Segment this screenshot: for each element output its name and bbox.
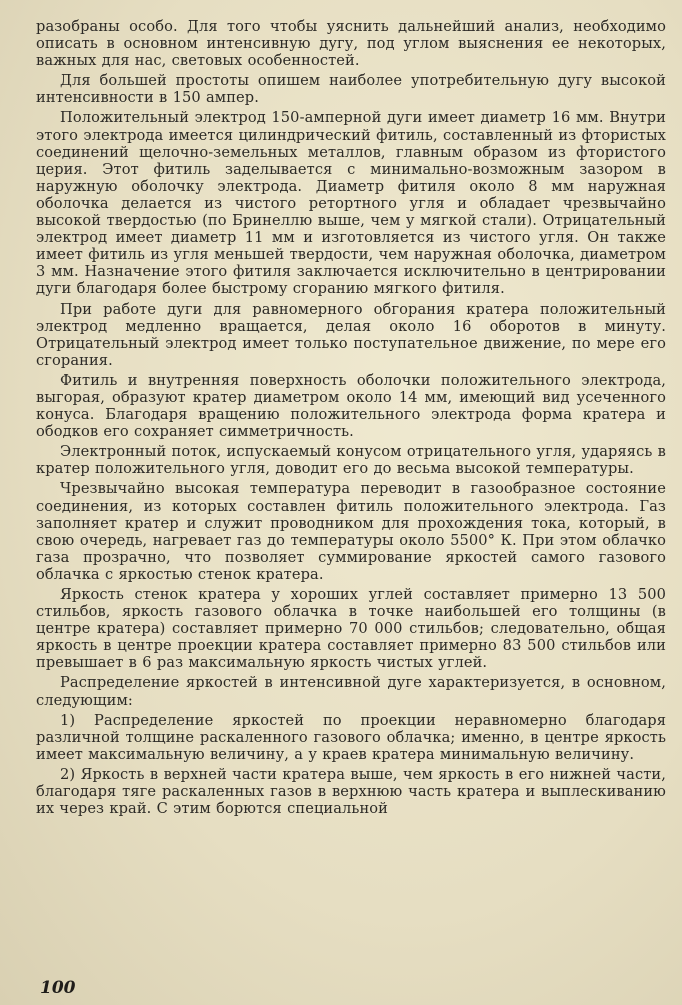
paragraph-temperature: Чрезвычайно высокая температура переводит в газообразное состояние соединения, из которых составлен фитиль положительного электрода. Газ заполняет кратер и служит проводником для прохождения тока, который, в свою очередь, нагревает газ до температуры около 5500° К. При этом облачко газа прозрачно, что позволяет суммирование яркостей самого газового облачка с яркостью стенок кратера. — [36, 480, 666, 583]
page-number: 100 — [40, 978, 76, 998]
paragraph-point-2: 2) Яркость в верхней части кратера выше, чем яркость в его нижней части, благодаря тяге раскаленных газов в верхнюю часть кратера и выплескиванию их через край. С этим борются специальной — [36, 765, 666, 818]
paragraph-electron-flow: Электронный поток, испускаемый конусом отрицательного угля, ударяясь в кратер положительного угля, доводит его до весьма высокой температуры. — [36, 443, 666, 478]
paragraph-crater: Фитиль и внутренняя поверхность оболочки положительного электрода, выгорая, образуют кратер диаметром около 14 мм, имеющий вид усеченного конуса. Благодаря вращению положительного электрода форма кратера и ободков его сохраняет симметричность. — [36, 371, 666, 441]
paragraph-point-1: 1) Распределение яркостей по проекции неравномерно благодаря различной толщине раскаленного газового облачка; именно, в центре яркость имеет максимальную величину, а у краев кратера минимальную величину. — [36, 711, 666, 763]
paragraph-rotation: При работе дуги для равномерного обгорания кратера положительный электрод медленно вращается, делая около 16 оборотов в минуту. Отрицательный электрод имеет только поступательное движение, по мере его сгорания. — [36, 300, 666, 369]
paragraph-arc-intro: Для большей простоты опишем наиболее употребительную дугу высокой интенсивности в 150 ампер. — [36, 72, 666, 107]
body-text — [36, 18, 666, 820]
paragraph-continuation: разобраны особо. Для того чтобы уяснить дальнейший анализ, необходимо описать в основном интенсивную дугу, под углом выяснения ее некоторых, важных для нас, световых особенностей. — [36, 18, 666, 70]
paragraph-brightness: Яркость стенок кратера у хороших углей составляет примерно 13 500 стильбов, яркость газового облачка в точке наибольшей его толщины (в центре кратера) составляет примерно 70 000 стильбов; следовательно, общая яркость в центре проекции кратера составляет примерно 83 500 стильбов или превышает в 6 раз максимальную яркость чистых углей. — [36, 586, 666, 672]
paragraph-positive-electrode: Положительный электрод 150-амперной дуги имеет диаметр 16 мм. Внутри этого электрода имеется цилиндрический фитиль, составленный из фтористых соединений щелочно-земельных металлов, главным образом из фтористого церия. Этот фитиль заделывается с минимально-возможным зазором в наружную оболочку электрода. Диаметр фитиля около 8 мм наружная оболочка делается из чистого ретортного угля и обладает чрезвычайно высокой твердостью (по Бринеллю выше, чем у мягкой стали). Отрицательный электрод имеет диаметр 11 мм и изготовляется из чистого угля. Он также имеет фитиль из угля меньшей твердости, чем наружная оболочка, диаметром 3 мм. Назначение этого фитиля заключается исключительно в центрировании дуги благодаря более быстрому сгоранию мягкого фитиля. — [36, 109, 666, 298]
paragraph-distribution-intro: Распределение яркостей в интенсивной дуге характеризуется, в основном, следующим: — [36, 674, 666, 709]
